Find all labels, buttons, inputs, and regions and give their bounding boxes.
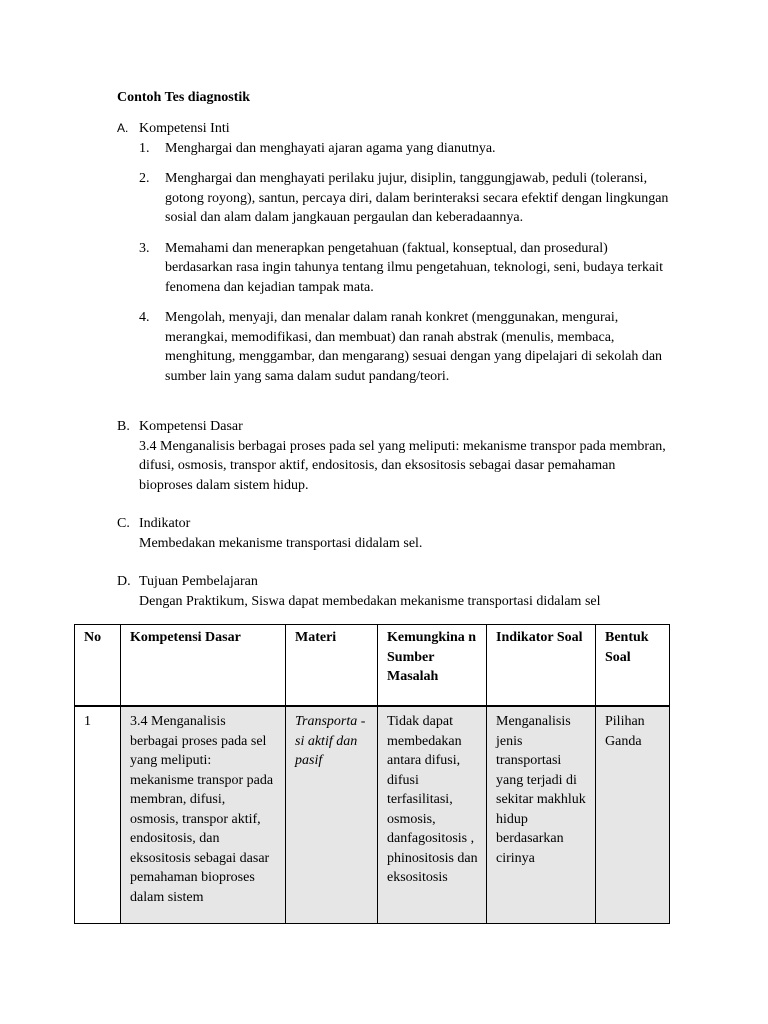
cell-bentuk-soal: Pilihan Ganda (596, 706, 670, 924)
section-heading (117, 514, 677, 534)
section-marker: D. (117, 574, 131, 589)
diagnostic-table (74, 624, 670, 924)
header-kompetensi-dasar: Kompetensi Dasar (121, 625, 286, 707)
section-title: Kompetensi Inti (139, 121, 230, 136)
header-kemungkinan-sumber-masalah: Kemungkina n Sumber Masalah (378, 625, 487, 707)
list-text: Memahami dan menerapkan pengetahuan (faktual, konseptual, dan prosedural) berdasarkan rasa ingin tahunya tentang ilmu pengetahuan, teknologi, seni, budaya terkait fenomena dan kejadian tampak mata. (165, 240, 664, 295)
section-marker: A. (117, 121, 129, 135)
header-no: No (75, 625, 121, 707)
list-number: 2. (139, 171, 150, 186)
kompetensi-inti-list (139, 139, 677, 387)
section-title: Kompetensi Dasar (139, 419, 243, 434)
section-heading (117, 572, 687, 592)
section-kompetensi-inti (117, 119, 677, 397)
list-number: 4. (139, 310, 150, 325)
list-text: Menghargai dan menghayati ajaran agama yang dianutnya. (165, 140, 496, 156)
header-indikator-soal: Indikator Soal (487, 625, 596, 707)
list-text: Mengolah, menyaji, dan menalar dalam ranah konkret (menggunakan, mengurai, merangkai, memodifikasi, dan membuat) dan ranah abstrak (menulis, membaca, menghitung, menggambar, dan mengarang) sesuai dengan yang dipelajari di sekolah dan sumber lain yang sama dalam sudut pandang/teori. (165, 310, 663, 384)
section-body: Dengan Praktikum, Siswa dapat membedakan mekanisme transportasi didalam sel (139, 593, 601, 609)
section-heading (117, 417, 677, 437)
section-title: Indikator (139, 516, 191, 531)
table-header-row (75, 625, 670, 707)
cell-no: 1 (75, 706, 121, 924)
header-bentuk-soal: Bentuk Soal (596, 625, 670, 707)
section-body: 3.4 Menganalisis berbagai proses pada sel yang meliputi: mekanisme transpor pada membran, difusi, osmosis, transpor aktif, endositosis, dan eksositosis sebagai dasar pemahaman bioproses dalam sistem hidup. (139, 438, 666, 493)
list-item (139, 308, 677, 386)
section-marker: C. (117, 516, 130, 531)
list-text: Menghargai dan menghayati perilaku jujur, disiplin, tanggungjawab, peduli (toleransi, gotong royong), santun, percaya diri, dalam berinteraksi secara efektif dengan lingkungan sosial dan alam dalam jangkauan pergaulan dan keberadaannya. (165, 171, 669, 225)
document-title: Contoh Tes diagnostik (117, 90, 251, 105)
list-item (139, 139, 677, 159)
cell-kompetensi-dasar: 3.4 Menganalisis berbagai proses pada sel yang meliputi: mekanisme transpor pada membran, difusi, osmosis, transpor aktif, endositosis, dan eksositosis sebagai dasar pemahaman bioproses dalam sistem (121, 706, 286, 924)
cell-kemungkinan-sumber-masalah: Tidak dapat membedakan antara difusi, difusi terfasilitasi, osmosis, danfagositosis , phinositosis dan eksositosis (378, 706, 487, 924)
section-marker: B. (117, 419, 130, 434)
section-title: Tujuan Pembelajaran (139, 574, 258, 589)
cell-materi: Transporta -si aktif dan pasif (286, 706, 378, 924)
table-row (75, 706, 670, 924)
section-indikator (117, 514, 677, 553)
list-item (139, 169, 677, 228)
list-number: 3. (139, 240, 150, 256)
section-body: Membedakan mekanisme transportasi didalam sel. (139, 535, 423, 551)
header-materi: Materi (286, 625, 378, 707)
cell-indikator-soal: Menganalisis jenis transportasi yang terjadi di sekitar makhluk hidup berdasarkan cirinya (487, 706, 596, 924)
list-item (139, 239, 677, 298)
section-kompetensi-dasar (117, 417, 677, 495)
list-number: 1. (139, 140, 150, 156)
section-heading (117, 119, 677, 139)
section-tujuan-pembelajaran (117, 572, 687, 611)
